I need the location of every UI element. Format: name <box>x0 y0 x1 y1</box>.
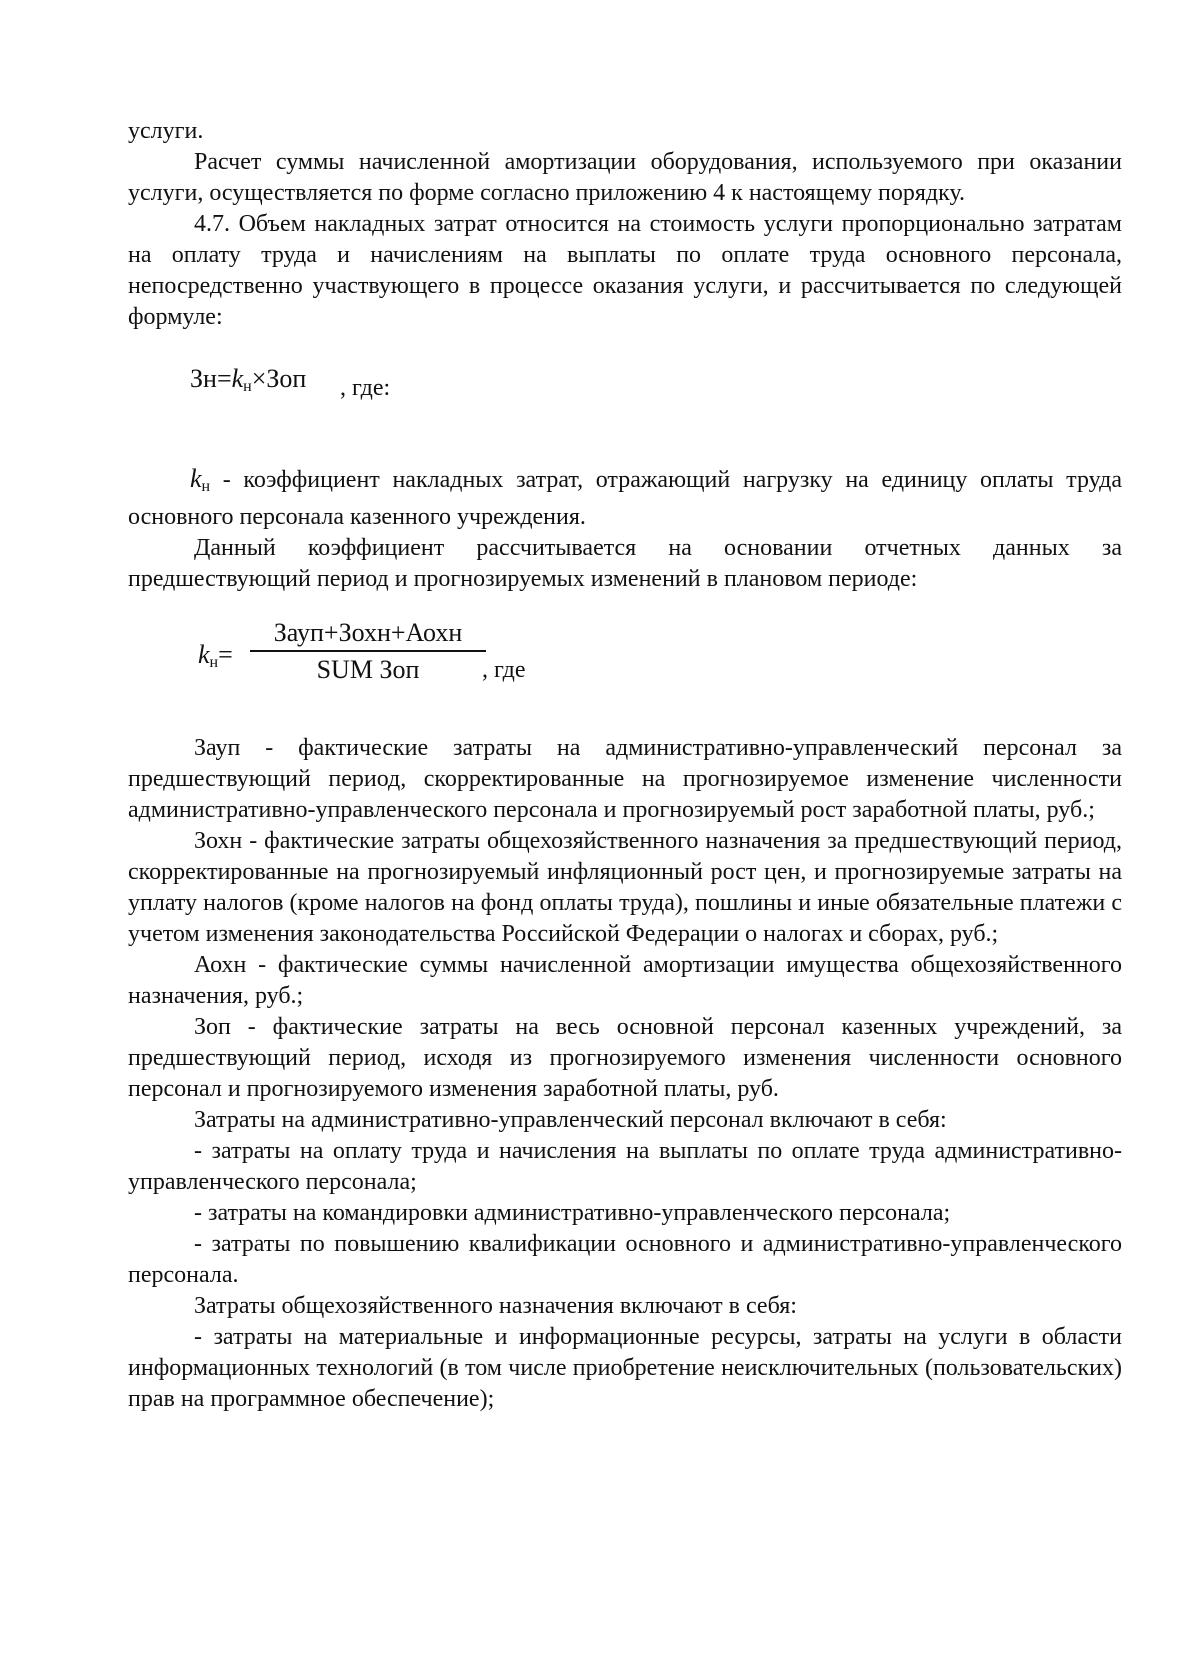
kdef-k: k <box>190 464 202 493</box>
definition-zaup: Зауп - фактические затраты на административно-управленческий персонал за предшествующий период, скорректированные на прогнозируемое изменение численности административно-управленческого персонала и прогнозируемый рост заработной платы, руб.; <box>128 735 1122 823</box>
formula2-k: k <box>198 640 210 669</box>
paragraph-depreciation: Расчет суммы начисленной амортизации оборудования, используемого при оказании услуги, осуществляется по форме согласно приложению 4 к настоящему порядку. <box>128 149 1122 206</box>
formula2-k-sub: н <box>209 654 219 671</box>
formula2-where: , где <box>482 657 526 683</box>
aup-item-1: - затраты на оплату труда и начисления на выплаты по оплате труда административно-управленческого персонала; <box>128 1138 1122 1195</box>
paragraph-continuation: услуги. <box>128 118 204 144</box>
aup-item-2: - затраты на командировки административно-управленческого персонала; <box>194 1200 951 1226</box>
paragraph-coefficient: Данный коэффициент рассчитывается на основании отчетных данных за предшествующий период и прогнозируемых изменений в плановом периоде: <box>128 535 1122 592</box>
overhead-formula <box>128 333 1122 463</box>
document-page <box>128 116 1122 1415</box>
formula1-k: k <box>231 364 244 393</box>
k-definition <box>128 463 1122 533</box>
definition-zohn: Зохн - фактические затраты общехозяйственного назначения за предшествующий период, скорректированные на прогнозируемый инфляционный рост цен, и прогнозируемые затраты на уплату налогов (кроме налогов на фонд оплаты труда), пошлины и иные обязательные платежи с учетом изменения законодательства Российской Федерации о налогах и сборах, руб.; <box>128 828 1122 947</box>
formula2-numerator: Зауп+Зохн+Аохн <box>250 617 486 652</box>
definition-aohn: Аохн - фактические суммы начисленной амортизации имущества общехозяйственного назначения, руб.; <box>128 952 1122 1009</box>
formula2-eq: = <box>218 640 233 669</box>
kdef-k-sub: н <box>201 478 211 495</box>
paragraph-4-7: 4.7. Объем накладных затрат относится на стоимость услуги пропорционально затратам на оплату труда и начислениям на выплаты по оплате труда основного персонала, непосредственно участвующего в процессе оказания услуги, и рассчитывается по следующей формуле: <box>128 211 1122 330</box>
formula1-rhs: ×Зоп <box>251 364 307 393</box>
kdef-text: - коэффициент накладных затрат, отражающий нагрузку на единицу оплаты труда основного персонала казенного учреждения. <box>128 467 1122 530</box>
coefficient-formula <box>128 595 1122 733</box>
aup-heading: Затраты на административно-управленческий персонал включают в себя: <box>194 1107 947 1133</box>
definition-zop: Зоп - фактические затраты на весь основной персонал казенных учреждений, за предшествующий период, исходя из прогнозируемого изменения численности основного персонал и прогнозируемого изменения заработной платы, руб. <box>128 1014 1122 1102</box>
formula1-where: , где: <box>340 375 391 401</box>
aup-item-3: - затраты по повышению квалификации основного и административно-управленческого персонала. <box>128 1231 1122 1288</box>
formula1-k-sub: н <box>243 378 252 395</box>
formula1-lhs: Зн= <box>190 364 232 393</box>
ohn-item-1: - затраты на материальные и информационные ресурсы, затраты на услуги в области информационных технологий (в том числе приобретение неисключительных (пользовательских) прав на программное обеспечение); <box>128 1324 1122 1412</box>
ohn-heading: Затраты общехозяйственного назначения включают в себя: <box>194 1293 797 1319</box>
formula2-denominator: SUM Зоп <box>316 655 420 684</box>
